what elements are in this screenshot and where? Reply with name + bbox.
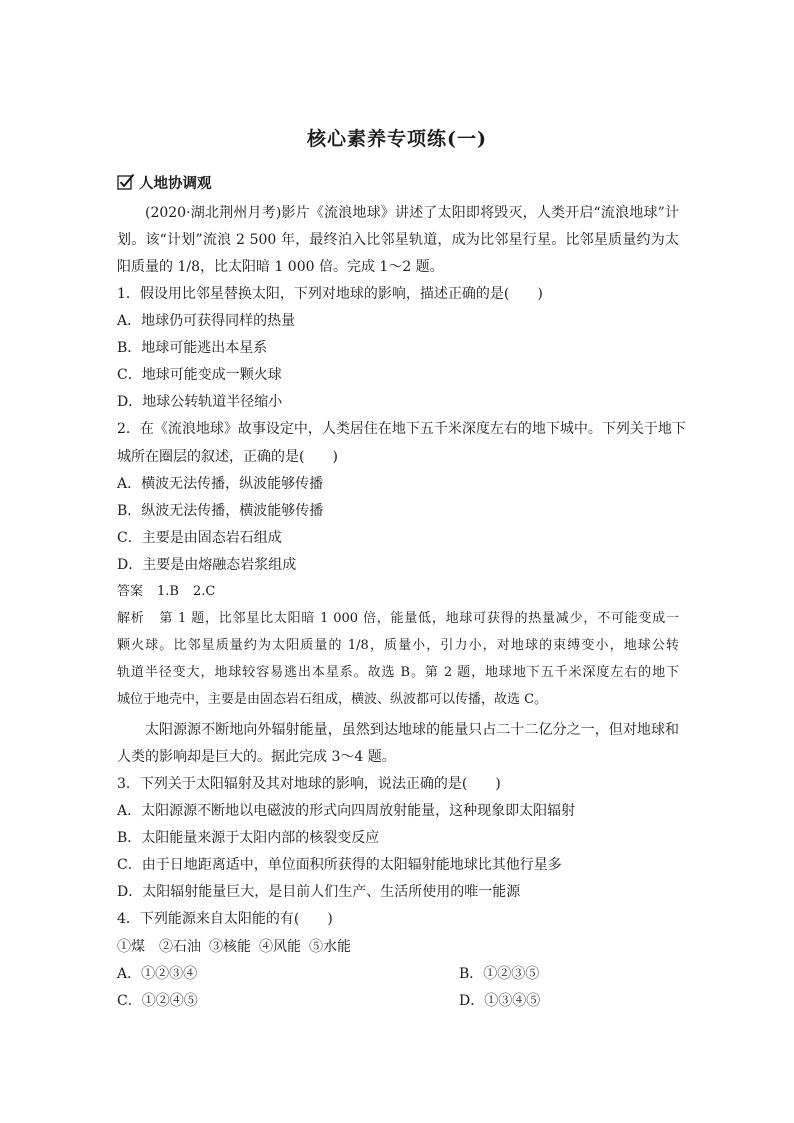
answer-label: 答案 [117,584,144,599]
q3-option-b: B．太阳能量来源于太阳内部的核裂变反应 [117,830,380,846]
q4-item: ⑤水能 [309,939,351,955]
intro1-line: 划。该“计划”流浪 2 500 年，最终泊入比邻星轨道，成为比邻星行星。比邻星质量约为太 [117,232,679,248]
q2-option-c: C．主要是由固态岩石组成 [117,530,282,546]
q4-options-row [117,991,679,1011]
q4-options-row [117,964,679,984]
q4-stem: 4．下列能源来自太阳能的有( ) [117,911,333,927]
q2-stem-line: 城所在圈层的叙述，正确的是( ) [117,449,338,465]
q3-stem: 3．下列关于太阳辐射及其对地球的影响，说法正确的是( ) [117,776,501,792]
q3-option-c: C．由于日地距离适中，单位面积所获得的太阳辐射能地球比其他行星多 [117,857,562,873]
analysis-line: 轨道半径变大，地球较容易逃出本星系。故选 B。第 2 题，地球地下五千米深度左右的地下 [117,665,679,680]
q4-option-b: B．①②③⑤ [459,966,540,982]
q4-option-d: D．①③④⑤ [459,993,541,1009]
q2-option-d: D．主要是由熔融态岩浆组成 [117,557,297,573]
intro1-line: 阳质量的 1/8，比太阳暗 1 000 倍。完成 1～2 题。 [117,259,444,275]
q1-option-d: D．地球公转轨道半径缩小 [117,394,283,410]
q1-option-a: A．地球仍可获得同样的热量 [117,313,296,329]
analysis-line: 城位于地壳中，主要是由固态岩石组成，横波、纵波都可以传播，故选 C。 [117,692,548,707]
analysis-line [117,609,679,629]
q4-item: ④风能 [259,939,301,955]
section-heading-text: 人地协调观 [139,174,212,192]
q4-option-c: C．①②④⑤ [117,993,198,1009]
q4-item: ③核能 [209,939,251,955]
q1-option-c: C．地球可能变成一颗火球 [117,367,282,383]
intro2-line: 太阳源源不断地向外辐射能量，虽然到达地球的能量只占二十二亿分之一，但对地球和 [145,722,679,738]
analysis-line: 颗火球。比邻星质量约为太阳质量的 1/8，质量小，引力小，对地球的束缚变小，地球公转 [117,638,679,653]
intro1-line: (2020·湖北荆州月考)影片《流浪地球》讲述了太阳即将毁灭，人类开启“流浪地球”计 [145,205,679,221]
section-heading [117,172,212,192]
q1-stem: 1．假设用比邻星替换太阳，下列对地球的影响，描述正确的是( ) [117,286,543,302]
intro2-line: 人类的影响却是巨大的。据此完成 3～4 题。 [117,749,396,765]
answer-line [117,582,679,602]
q4-items [117,937,679,957]
q4-item: ②石油 [159,939,201,955]
q2-option-a: A．横波无法传播，纵波能够传播 [117,476,324,492]
q3-option-d: D．太阳辐射能量巨大，是目前人们生产、生活所使用的唯一能源 [117,884,521,900]
analysis-label: 解析 [117,611,145,626]
q3-option-a: A．太阳源源不断地以电磁波的形式向四周放射能量，这种现象即太阳辐射 [117,803,576,819]
q2-stem-line: 2．在《流浪地球》故事设定中，人类居住在地下五千米深度左右的地下城中。下列关于地下 [117,421,686,437]
page-title: 核心素养专项练(一) [307,128,487,150]
q2-option-b: B．纵波无法传播，横波能够传播 [117,503,324,519]
analysis-text: 第 1 题，比邻星比太阳暗 1 000 倍，能量低，地球可获得的热量减少，不可能变成一 [158,611,679,626]
answer-value: 2.C [192,584,216,599]
answer-value: 1.B [157,584,179,599]
checkbox-checked-icon [117,173,135,191]
q4-item: ①煤 [117,939,145,955]
q4-option-a: A．①②③④ [117,966,198,982]
q1-option-b: B．地球可能逃出本星系 [117,340,268,356]
